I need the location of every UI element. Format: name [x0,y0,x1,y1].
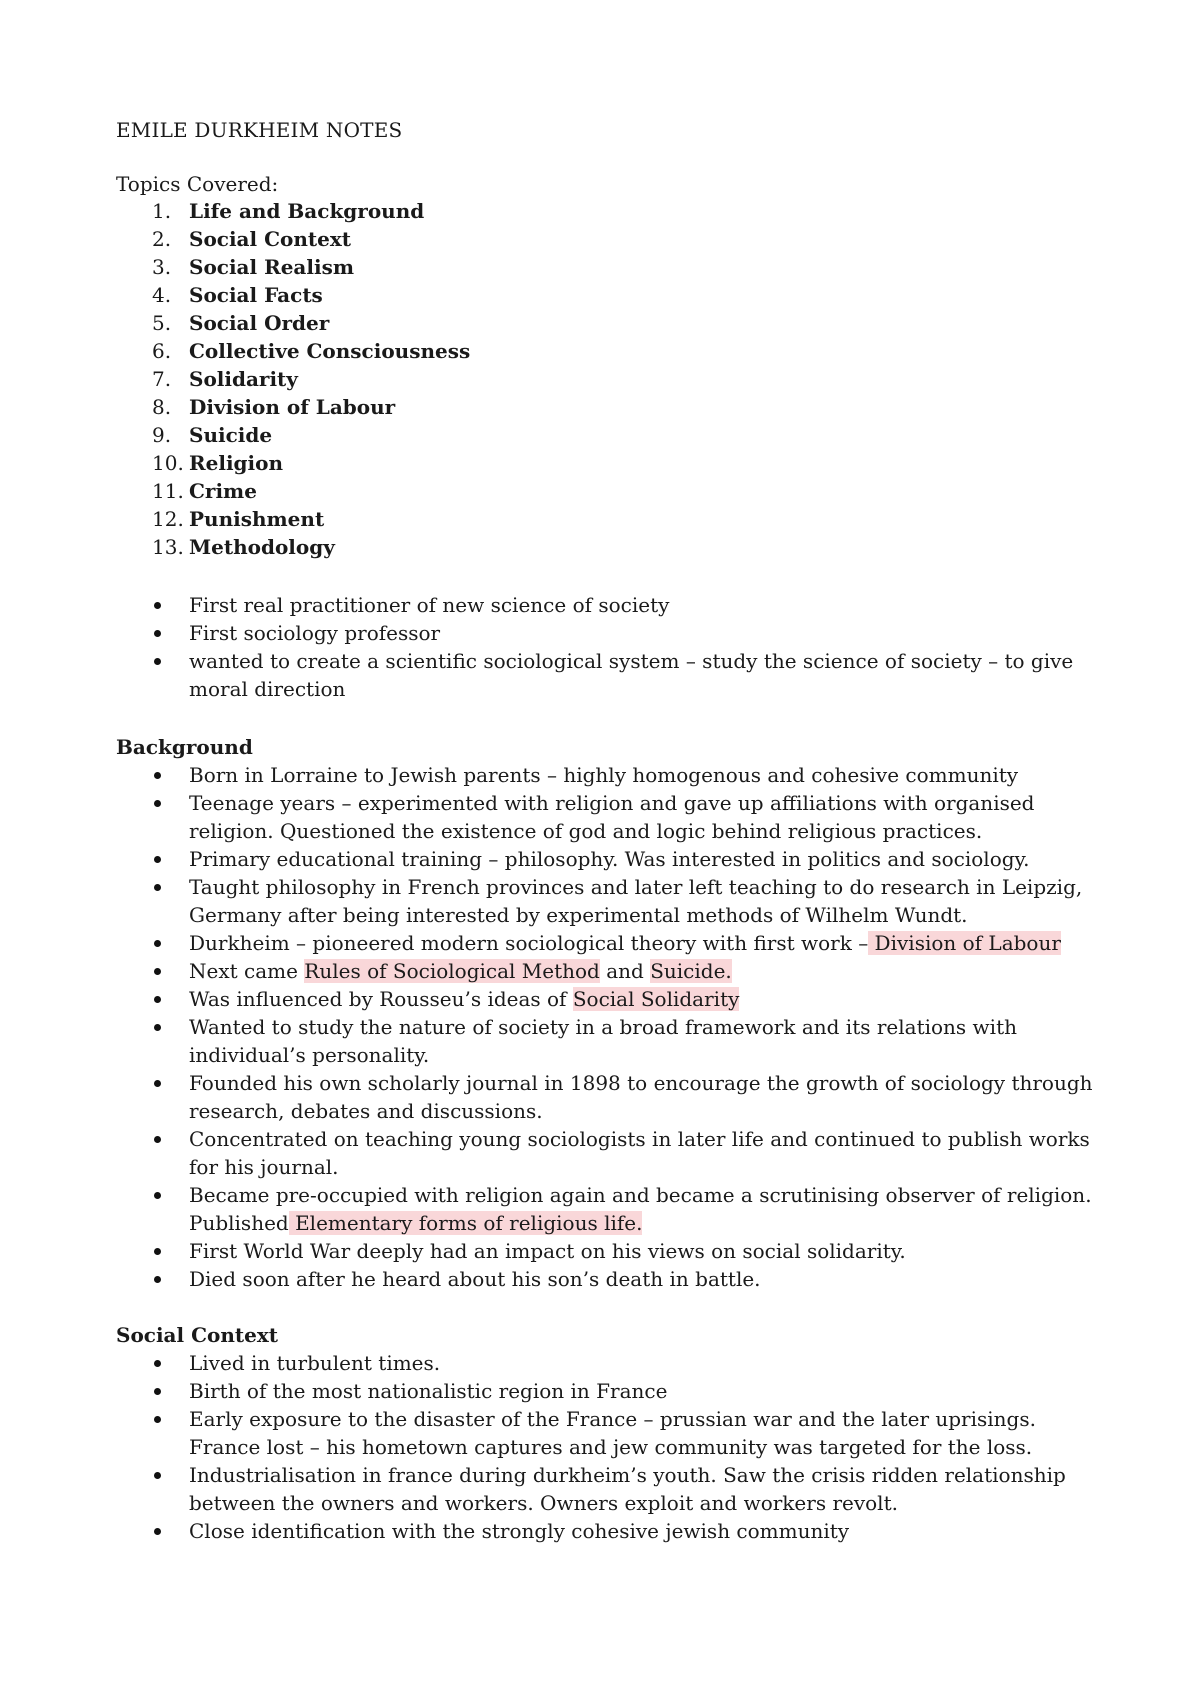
item-text: Became pre-occupied with religion again and became a scrutinising observer of religion. Published [189,1183,1092,1235]
topic-label: Social Realism [189,255,354,279]
item-text: Was influenced by Rousseu’s ideas of [189,987,573,1011]
list-item: First real practitioner of new science of society [116,591,1096,619]
highlighted-text: Rules of Sociological Method [304,959,600,983]
list-item [116,1181,1096,1237]
list-item: First World War deeply had an impact on his views on social solidarity. [116,1237,1096,1265]
item-text: and [599,959,651,983]
topic-label: Social Facts [189,283,323,307]
section-heading-social-context: Social Context [116,1323,279,1347]
list-item: Taught philosophy in French provinces and later left teaching to do research in Leipzig, Germany after being interested by experimental methods of Wilhelm Wundt. [116,873,1096,929]
topic-label: Collective Consciousness [189,339,471,363]
item-text: Durkheim – pioneered modern sociological theory with first work – [189,931,869,955]
list-item: Industrialisation in france during durkheim’s youth. Saw the crisis ridden relationship between the owners and workers. Owners exploit and workers revolt. [116,1461,1096,1517]
list-item: Teenage years – experimented with religion and gave up affiliations with organised religion. Questioned the existence of god and logic behind religious practices. [116,789,1096,845]
topic-label: Methodology [189,535,335,559]
list-item: Concentrated on teaching young sociologists in later life and continued to publish works for his journal. [116,1125,1096,1181]
list-item: Birth of the most nationalistic region in France [116,1377,1096,1405]
list-number: 9. [152,423,172,447]
list-item: Born in Lorraine to Jewish parents – highly homogenous and cohesive community [116,761,1096,789]
list-item: Primary educational training – philosophy. Was interested in politics and sociology. [116,845,1096,873]
highlighted-text: Social Solidarity [572,987,740,1011]
list-item: Lived in turbulent times. [116,1349,1096,1377]
list-number: 8. [152,395,172,419]
list-item: Wanted to study the nature of society in a broad framework and its relations with individual’s personality. [116,1013,1096,1069]
list-item [116,449,470,477]
list-number: 7. [152,367,172,391]
topic-label: Solidarity [189,367,298,391]
list-item [116,505,470,533]
list-item: Early exposure to the disaster of the France – prussian war and the later uprisings. France lost – his hometown captures and jew community was targeted for the loss. [116,1405,1096,1461]
list-number: 10. [152,451,184,475]
list-number: 3. [152,255,172,279]
list-number: 11. [152,479,184,503]
list-item [116,421,470,449]
list-number: 12. [152,507,184,531]
topic-label: Suicide [189,423,273,447]
highlighted-text: Suicide. [650,959,732,983]
item-text: Next came [189,959,305,983]
topic-label: Social Context [189,227,352,251]
topic-label: Division of Labour [189,395,396,419]
section-heading-background: Background [116,735,253,759]
list-item [116,337,470,365]
list-item [116,477,470,505]
topic-label: Social Order [189,311,330,335]
list-item: wanted to create a scientific sociological system – study the science of society – to give moral direction [116,647,1096,703]
social-context-bullet-list [116,1349,1096,1545]
topic-label: Religion [189,451,284,475]
list-item [116,225,470,253]
list-item: Close identification with the strongly cohesive jewish community [116,1517,1096,1545]
document-title: EMILE DURKHEIM NOTES [116,118,403,142]
list-item [116,533,470,561]
list-item [116,929,1096,957]
background-bullet-list [116,761,1096,1293]
list-item [116,281,470,309]
list-item [116,309,470,337]
list-item [116,197,470,225]
list-item: Died soon after he heard about his son’s death in battle. [116,1265,1096,1293]
highlighted-text: Division of Labour [868,931,1061,955]
highlighted-text: Elementary forms of religious life. [288,1211,643,1235]
list-item [116,365,470,393]
list-number: 13. [152,535,184,559]
list-number: 4. [152,283,172,307]
list-number: 1. [152,199,172,223]
topics-list [116,197,470,561]
list-number: 6. [152,339,172,363]
list-item: Founded his own scholarly journal in 1898 to encourage the growth of sociology through research, debates and discussions. [116,1069,1096,1125]
list-item: First sociology professor [116,619,1096,647]
topic-label: Punishment [189,507,325,531]
list-number: 5. [152,311,172,335]
intro-bullet-list [116,591,1096,703]
list-item [116,393,470,421]
topics-heading: Topics Covered: [116,172,279,196]
list-item [116,957,1096,985]
list-item [116,985,1096,1013]
topic-label: Life and Background [189,199,425,223]
list-item [116,253,470,281]
list-number: 2. [152,227,172,251]
topic-label: Crime [189,479,257,503]
